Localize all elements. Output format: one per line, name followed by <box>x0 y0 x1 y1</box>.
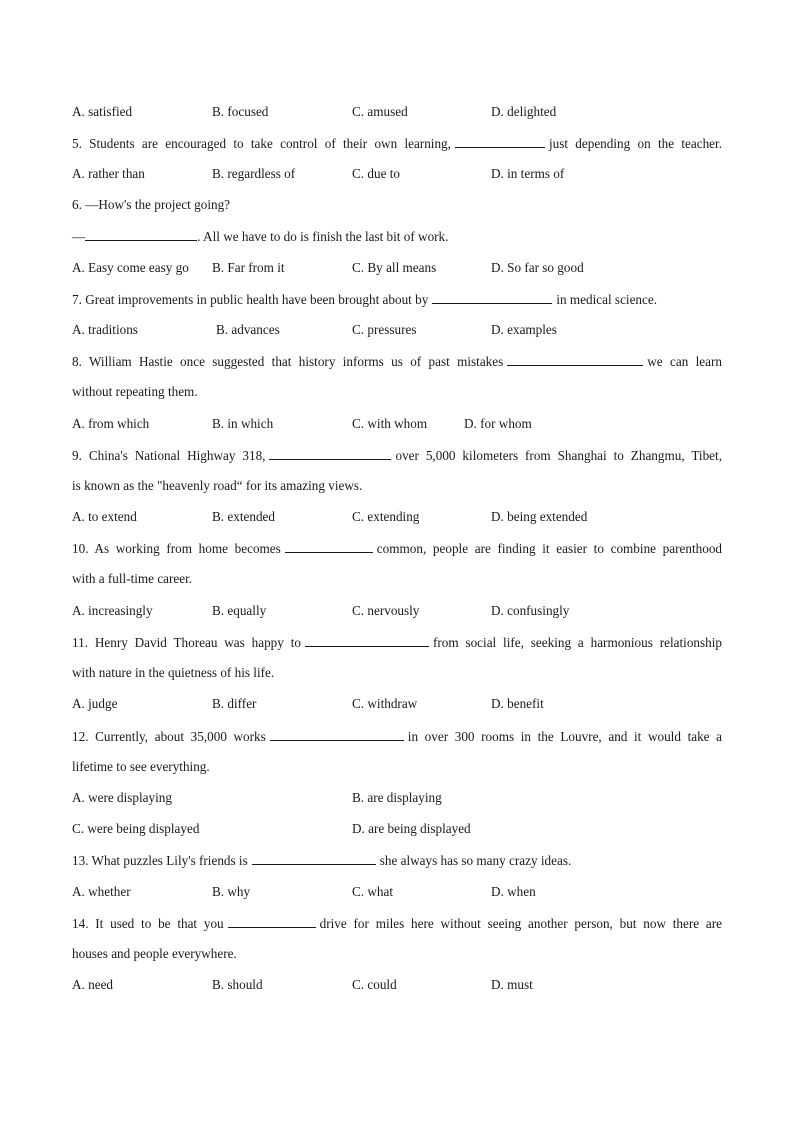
q14-option-d: D. must <box>491 977 533 992</box>
q7-option-c: C. pressures <box>352 322 417 337</box>
q11-option-b: B. differ <box>212 696 257 711</box>
q6-option-d: D. So far so good <box>491 260 584 275</box>
q5-stem <box>72 135 722 152</box>
q6-option-a: A. Easy come easy go <box>72 260 189 275</box>
q12-option-b: B. are displaying <box>352 790 442 805</box>
q14-stem-part-a: 14. It used to be that you <box>72 916 224 931</box>
q8-stem-part-b: we can learn <box>647 354 722 369</box>
q12-option-c: C. were being displayed <box>72 821 200 836</box>
q12-option-d: D. are being displayed <box>352 821 471 836</box>
q13-answer-blank <box>252 852 376 865</box>
q11-answer-blank <box>305 634 429 647</box>
q10-stem-part-b: common, people are finding it easier to combine parenthood <box>376 541 723 556</box>
q8-stem-continued: without repeating them. <box>72 384 198 399</box>
q9-stem-part-b: over 5,000 kilometers from Shanghai to Zhangmu, Tibet, <box>395 448 722 463</box>
q4-option-a: A. satisfied <box>72 104 133 119</box>
q6-reply-dash: — <box>72 229 86 244</box>
q12-option-a: A. were displaying <box>72 790 172 805</box>
q10-answer-blank <box>285 540 373 553</box>
q10-stem-continued: with a full-time career. <box>72 571 193 586</box>
q9-stem <box>72 447 722 464</box>
q12-stem-part-b: in over 300 rooms in the Louvre, and it would take a <box>407 729 723 744</box>
q10-stem <box>72 540 722 557</box>
q12-stem-part-a: 12. Currently, about 35,000 works <box>72 729 266 744</box>
q12-stem-continued: lifetime to see everything. <box>72 759 210 774</box>
q14-option-a: A. need <box>72 977 114 992</box>
q9-stem-part-a: 9. China's National Highway 318, <box>72 448 266 463</box>
q6-stem: 6. —How's the project going? <box>72 197 231 212</box>
q6-reply-rest: . All we have to do is finish the last bit of work. <box>197 229 449 244</box>
q10-option-a: A. increasingly <box>72 603 153 618</box>
q12-answer-blank <box>270 728 404 741</box>
q13-option-c: C. what <box>352 884 394 899</box>
q7-option-b: B. advances <box>216 322 280 337</box>
q5-option-b: B. regardless of <box>212 166 296 181</box>
q14-option-c: C. could <box>352 977 397 992</box>
q13-stem <box>72 852 722 869</box>
q9-option-c: C. extending <box>352 509 420 524</box>
q6-reply <box>72 228 722 245</box>
q9-option-d: D. being extended <box>491 509 588 524</box>
q6-answer-blank <box>85 228 197 241</box>
q8-option-c: C. with whom <box>352 416 428 431</box>
q5-stem-part-b: just depending on the teacher. <box>548 136 722 151</box>
q4-option-c: C. amused <box>352 104 408 119</box>
q8-option-a: A. from which <box>72 416 150 431</box>
q9-answer-blank <box>269 447 391 460</box>
q13-option-a: A. whether <box>72 884 131 899</box>
q8-option-b: B. in which <box>212 416 274 431</box>
q13-stem-part-a: 13. What puzzles Lily's friends is <box>72 853 248 868</box>
q11-stem <box>72 634 722 651</box>
q10-option-c: C. nervously <box>352 603 420 618</box>
q14-stem-part-b: drive for miles here without seeing another person, but now there are <box>319 916 722 931</box>
q7-stem-part-b: in medical science. <box>556 292 658 307</box>
q14-option-b: B. should <box>212 977 263 992</box>
q5-answer-blank <box>455 135 545 148</box>
q8-stem-part-a: 8. William Hastie once suggested that history informs us of past mistakes <box>72 354 504 369</box>
q9-option-b: B. extended <box>212 509 275 524</box>
q4-option-b: B. focused <box>212 104 269 119</box>
q13-option-d: D. when <box>491 884 536 899</box>
q11-option-a: A. judge <box>72 696 118 711</box>
q6-option-b: B. Far from it <box>212 260 285 275</box>
q8-stem <box>72 353 722 370</box>
q11-stem-part-b: from social life, seeking a harmonious relationship <box>432 635 722 650</box>
q4-option-d: D. delighted <box>491 104 557 119</box>
q7-option-a: A. traditions <box>72 322 138 337</box>
q7-stem <box>72 291 722 308</box>
q8-option-d: D. for whom <box>464 416 532 431</box>
q7-stem-part-a: 7. Great improvements in public health have been brought about by <box>72 292 429 307</box>
q5-option-a: A. rather than <box>72 166 145 181</box>
q8-answer-blank <box>507 353 643 366</box>
q6-option-c: C. By all means <box>352 260 437 275</box>
q5-option-c: C. due to <box>352 166 400 181</box>
q11-stem-continued: with nature in the quietness of his life. <box>72 665 275 680</box>
q13-stem-part-b: she always has so many crazy ideas. <box>379 853 572 868</box>
q10-option-d: D. confusingly <box>491 603 570 618</box>
q9-option-a: A. to extend <box>72 509 137 524</box>
q14-stem-continued: houses and people everywhere. <box>72 946 237 961</box>
q11-option-d: D. benefit <box>491 696 544 711</box>
q7-option-d: D. examples <box>491 322 557 337</box>
q9-stem-continued: is known as the "heavenly road“ for its amazing views. <box>72 478 363 493</box>
q14-stem <box>72 915 722 932</box>
q5-stem-part-a: 5. Students are encouraged to take control of their own learning, <box>72 136 451 151</box>
q13-option-b: B. why <box>212 884 251 899</box>
q7-answer-blank <box>432 291 552 304</box>
q5-option-d: D. in terms of <box>491 166 565 181</box>
q10-stem-part-a: 10. As working from home becomes <box>72 541 281 556</box>
q11-stem-part-a: 11. Henry David Thoreau was happy to <box>72 635 301 650</box>
q11-option-c: C. withdraw <box>352 696 418 711</box>
q10-option-b: B. equally <box>212 603 267 618</box>
q12-stem <box>72 728 722 745</box>
q14-answer-blank <box>228 915 316 928</box>
